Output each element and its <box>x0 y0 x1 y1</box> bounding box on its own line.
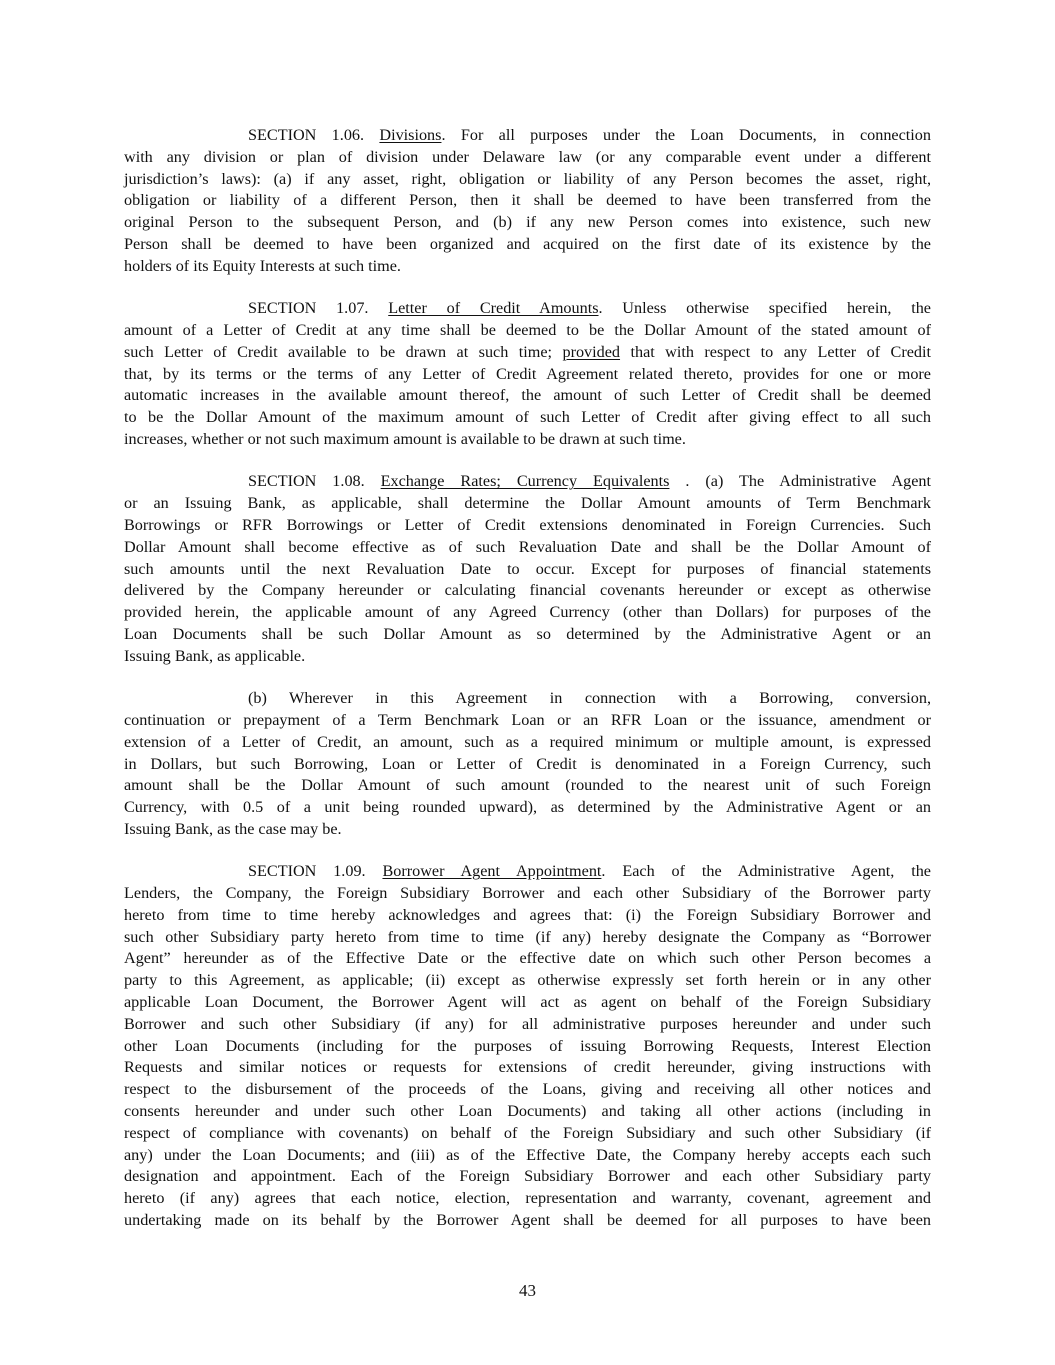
text-segment: original Person to the subsequent Person, and (b) if any new Person comes into existence, such new <box>124 213 931 232</box>
page-number: 43 <box>519 1281 536 1300</box>
text-line <box>124 493 931 515</box>
paragraph <box>124 471 931 667</box>
text-segment: such Letter of Credit available to be drawn at such time; <box>124 342 563 361</box>
text-line <box>124 797 931 819</box>
text-line <box>124 125 931 147</box>
text-line <box>124 970 931 992</box>
text-segment: obligation or liability of a different Person, then it shall be deemed to have been transferred from the <box>124 191 931 210</box>
text-segment: or an Issuing Bank, as applicable, shall determine the Dollar Amount amounts of Term Benchmark <box>124 494 931 513</box>
text-line <box>124 342 931 364</box>
text-segment: Agent” hereunder as of the Effective Date or the effective date on which such other Person becomes a <box>124 949 931 968</box>
text-line <box>124 948 931 970</box>
text-segment: SECTION 1.09. <box>248 862 383 881</box>
text-segment: undertaking made on its behalf by the Borrower Agent shall be deemed for all purposes to have been <box>124 1211 931 1230</box>
text-line <box>124 710 931 732</box>
text-segment: amount of a Letter of Credit at any time shall be deemed to be the Dollar Amount of the stated amount of <box>124 320 931 339</box>
paragraph <box>124 688 931 841</box>
text-line <box>124 169 931 191</box>
text-line <box>124 429 931 451</box>
text-line <box>124 861 931 883</box>
text-segment: Lenders, the Company, the Foreign Subsidiary Borrower and each other Subsidiary of the Borrower party <box>124 884 931 903</box>
text-segment: Currency, with 0.5 of a unit being rounded upward), as determined by the Administrative Agent or an <box>124 798 931 817</box>
text-segment: to be the Dollar Amount of the maximum amount of such Letter of Credit after giving effect to all such <box>124 408 931 427</box>
text-segment: in Dollars, but such Borrowing, Loan or Letter of Credit is denominated in a Foreign Currency, such <box>124 754 931 773</box>
text-segment: Person shall be deemed to have been organized and acquired on the first date of its existence by the <box>124 234 931 253</box>
text-line <box>124 775 931 797</box>
text-line <box>124 580 931 602</box>
text-segment: respect of compliance with covenants) on behalf of the Foreign Subsidiary and such other Subsidiary (if <box>124 1123 931 1142</box>
text-line <box>124 1014 931 1036</box>
text-segment: SECTION 1.06. <box>248 126 380 144</box>
text-line <box>124 212 931 234</box>
text-line <box>124 190 931 212</box>
text-segment: hereto from time to time hereby acknowledges and agrees that: (i) the Foreign Subsidiary Borrower and <box>124 905 931 924</box>
text-line <box>124 1123 931 1145</box>
text-line <box>124 927 931 949</box>
text-segment: Loan Documents shall be such Dollar Amount as so determined by the Administrative Agent or an <box>124 624 931 643</box>
text-line <box>124 364 931 386</box>
text-line <box>124 320 931 342</box>
text-segment: increases, whether or not such maximum amount is available to be drawn at such time. <box>124 429 686 448</box>
paragraph <box>124 298 931 451</box>
text-line <box>124 471 931 493</box>
text-segment: . For all purposes under the Loan Documents, in connection <box>441 126 931 144</box>
text-segment: respect to the disbursement of the proceeds of the Loans, giving and receiving all other notices and <box>124 1080 931 1099</box>
text-segment: extension of a Letter of Credit, an amount, such as a required minimum or multiple amount, is expressed <box>124 732 931 751</box>
text-line <box>124 883 931 905</box>
text-segment: . (a) The Administrative Agent <box>669 472 931 491</box>
text-segment: other Loan Documents (including for the purposes of issuing Borrowing Requests, Interest Election <box>124 1036 931 1055</box>
text-segment: automatic increases in the available amount thereof, the amount of such Letter of Credit shall be deemed <box>124 386 931 405</box>
text-segment: Requests and similar notices or requests for extensions of credit hereunder, giving instructions with <box>124 1058 931 1077</box>
text-segment: Borrower and such other Subsidiary (if any) for all administrative purposes hereunder and under such <box>124 1014 931 1033</box>
text-line <box>124 147 931 169</box>
text-line <box>124 1145 931 1167</box>
text-segment: Borrowings or RFR Borrowings or Letter of Credit extensions denominated in Foreign Currencies. Such <box>124 515 931 534</box>
document-body <box>124 125 931 1252</box>
text-line <box>124 1036 931 1058</box>
text-line <box>124 385 931 407</box>
text-line <box>124 732 931 754</box>
text-line <box>124 515 931 537</box>
text-line <box>124 819 931 841</box>
underlined-heading: Letter of Credit Amounts <box>388 299 599 318</box>
text-segment: such amounts until the next Revaluation Date to occur. Except for purposes of financial statements <box>124 559 931 578</box>
text-segment: party to this Agreement, as applicable; (ii) except as otherwise expressly set forth herein or in any other <box>124 971 931 990</box>
text-line <box>124 559 931 581</box>
text-segment: provided herein, the applicable amount of any Agreed Currency (other than Dollars) for purposes of the <box>124 603 931 622</box>
text-segment: that, by its terms or the terms of any Letter of Credit Agreement related thereto, provides for one or more <box>124 364 931 383</box>
text-segment: holders of its Equity Interests at such time. <box>124 256 401 275</box>
text-segment: SECTION 1.08. <box>248 472 381 491</box>
text-segment: that with respect to any Letter of Credit <box>620 342 931 361</box>
text-line <box>124 602 931 624</box>
text-segment: such other Subsidiary party hereto from time to time (if any) hereby designate the Company as “Borrower <box>124 927 931 946</box>
underlined-heading: Exchange Rates; Currency Equivalents <box>380 472 670 491</box>
text-segment: hereto (if any) agrees that each notice, election, representation and warranty, covenant, agreement and <box>124 1189 931 1208</box>
text-segment: delivered by the Company hereunder or calculating financial covenants hereunder or except as otherwise <box>124 581 931 600</box>
text-segment: jurisdiction’s laws): (a) if any asset, right, obligation or liability of any Person becomes the asset, right, <box>124 169 931 188</box>
text-line <box>124 754 931 776</box>
text-line <box>124 624 931 646</box>
text-segment: Issuing Bank, as applicable. <box>124 646 306 665</box>
text-line <box>124 537 931 559</box>
paragraph <box>124 125 931 278</box>
underlined-heading: provided <box>562 342 621 361</box>
text-segment: . Unless otherwise specified herein, the <box>598 299 931 318</box>
text-line <box>124 234 931 256</box>
text-line <box>124 1101 931 1123</box>
text-line <box>124 1188 931 1210</box>
text-segment: (b) Wherever in this Agreement in connection with a Borrowing, conversion, <box>248 689 931 708</box>
text-line <box>124 992 931 1014</box>
text-line <box>124 256 931 278</box>
text-segment: . Each of the Administrative Agent, the <box>601 862 931 881</box>
text-line <box>124 1210 931 1232</box>
text-segment: with any division or plan of division under Delaware law (or any comparable event under a different <box>124 147 931 166</box>
text-line <box>124 1057 931 1079</box>
text-segment: amount shall be the Dollar Amount of such amount (rounded to the nearest unit of such Foreign <box>124 776 931 795</box>
text-segment: designation and appointment. Each of the Foreign Subsidiary Borrower and each other Subsidiary party <box>124 1167 931 1186</box>
text-line <box>124 1166 931 1188</box>
text-segment: Dollar Amount shall become effective as of such Revaluation Date and shall be the Dollar Amount of <box>124 537 931 556</box>
text-line <box>124 905 931 927</box>
text-line <box>124 298 931 320</box>
underlined-heading: Divisions <box>379 126 442 144</box>
text-segment: consents hereunder and under such other Loan Documents) and taking all other actions (including in <box>124 1102 931 1121</box>
text-line <box>124 1079 931 1101</box>
text-line <box>124 688 931 710</box>
paragraph <box>124 861 931 1232</box>
text-segment: continuation or prepayment of a Term Benchmark Loan or an RFR Loan or the issuance, amendment or <box>124 710 931 729</box>
text-segment: applicable Loan Document, the Borrower Agent will act as agent on behalf of the Foreign Subsidiary <box>124 993 931 1012</box>
text-segment: SECTION 1.07. <box>248 299 389 318</box>
text-line <box>124 407 931 429</box>
text-segment: Issuing Bank, as the case may be. <box>124 819 342 838</box>
underlined-heading: Borrower Agent Appointment <box>382 862 602 881</box>
text-segment: any) under the Loan Documents; and (iii) as of the Effective Date, the Company hereby accepts each such <box>124 1145 931 1164</box>
text-line <box>124 646 931 668</box>
